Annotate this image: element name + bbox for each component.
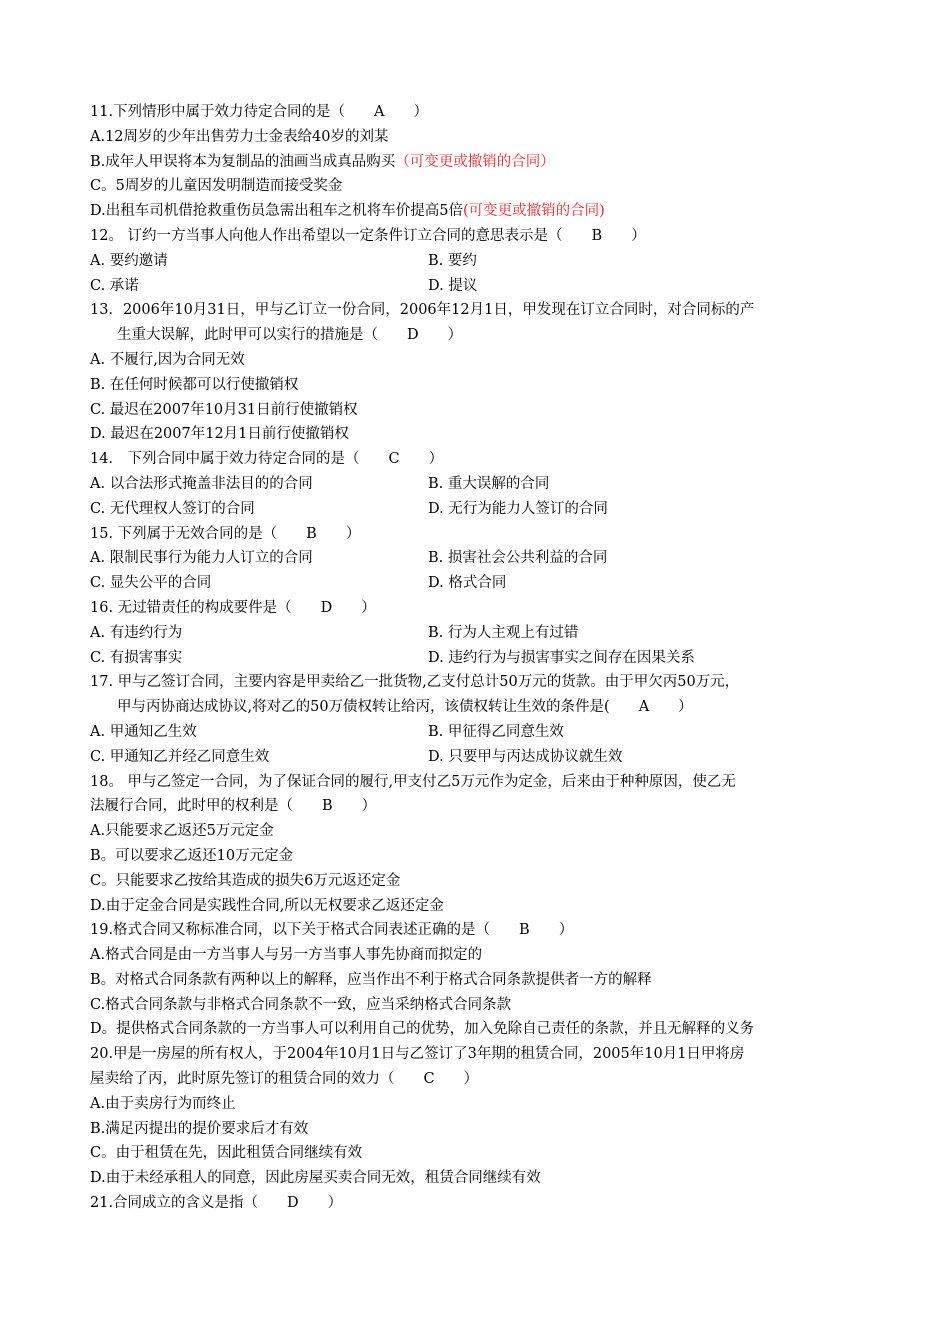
question-15-option-c: C. 显失公平的合同 (90, 575, 212, 592)
question-18-option-a: A.只能要求乙返还5万元定金 (90, 823, 274, 840)
question-13-option-b: B. 在任何时候都可以行使撤销权 (90, 376, 299, 393)
question-16-option-c: C. 有损害事实 (90, 649, 183, 666)
question-11-option-c: C。5周岁的儿童因发明制造而接受奖金 (90, 178, 343, 195)
document-page (90, 100, 870, 1216)
question-15-option-a: A. 限制民事行为能力人订立的合同 (90, 550, 313, 567)
question-12-row-1 (90, 249, 870, 274)
question-17-row-1 (90, 720, 870, 745)
question-16-option-b: B. 行为人主观上有过错 (428, 624, 579, 641)
question-14-option-c: C. 无代理权人签订的合同 (90, 500, 255, 517)
question-19-option-b: B。对格式合同条款有两种以上的解释，应当作出不利于格式合同条款提供者一方的解释 (90, 971, 652, 988)
question-14-row-2 (90, 497, 870, 522)
question-16-option-a: A. 有违约行为 (90, 624, 183, 641)
question-12-option-b: B. 要约 (428, 252, 477, 269)
question-14-option-b: B. 重大误解的合同 (428, 475, 550, 492)
question-20-option-d: D.由于未经承租人的同意，因此房屋买卖合同无效，租赁合同继续有效 (90, 1170, 541, 1187)
question-17-stem-line-1: 17. 甲与乙签订合同，主要内容是甲卖给乙一批货物,乙支付总计50万元的货款。由于甲欠丙50万元， (90, 674, 740, 691)
question-19-option-c: C.格式合同条款与非格式合同条款不一致，应当采纳格式合同条款 (90, 996, 512, 1013)
question-11-stem: 11.下列情形中属于效力待定合同的是（ A ） (90, 104, 429, 120)
question-13-option-a: A. 不履行,因为合同无效 (90, 351, 245, 368)
question-11-option-d-text: D.出租车司机借抢救重伤员急需出租车之机将车价提高5倍 (90, 203, 463, 220)
question-11-option-b-note: （可变更或撤销的合同） (395, 153, 555, 170)
question-12-option-d: D. 提议 (428, 277, 478, 294)
question-11-option-b-text: B.成年人甲误将本为复制品的油画当成真品购买 (90, 153, 396, 170)
question-16-row-1 (90, 621, 870, 646)
question-15-stem: 15. 下列属于无效合同的是（ B ） (90, 525, 361, 542)
question-12-option-a: A. 要约邀请 (90, 252, 168, 269)
question-15-row-2 (90, 571, 870, 596)
question-15-row-1 (90, 546, 870, 571)
question-11-option-d-note: (可变更或撤销的合同) (462, 203, 605, 220)
question-17-row-2 (90, 745, 870, 770)
question-20-option-c: C。由于租赁在先，因此租赁合同继续有效 (90, 1145, 363, 1162)
question-19-option-a: A.格式合同是由一方当事人与另一方当事人事先协商而拟定的 (90, 947, 483, 964)
question-17-option-c: C. 甲通知乙并经乙同意生效 (90, 748, 270, 765)
question-14-option-d: D. 无行为能力人签订的合同 (428, 500, 608, 517)
question-16-option-d: D. 违约行为与损害事实之间存在因果关系 (428, 649, 695, 666)
question-20-stem-line-2: 屋卖给了丙，此时原先签订的租赁合同的效力（ C ） (90, 1071, 479, 1088)
question-16-row-2 (90, 646, 870, 671)
question-14-row-1 (90, 472, 870, 497)
question-20-stem-line-1: 20.甲是一房屋的所有权人，于2004年10月1日与乙签订了3年期的租赁合同，2005年10月1日甲将房 (90, 1046, 745, 1063)
question-20-option-b: B.满足丙提出的提价要求后才有效 (90, 1120, 309, 1137)
question-13-stem-line-1: 13．2006年10月31日，甲与乙订立一份合同，2006年12月1日，甲发现在订立合同时，对合同标的产 (90, 302, 755, 319)
question-18-stem-line-2: 法履行合同，此时甲的权利是（ B ） (90, 798, 377, 815)
question-13-option-d: D. 最迟在2007年12月1日前行使撤销权 (90, 426, 349, 443)
question-14-option-a: A. 以合法形式掩盖非法目的的合同 (90, 475, 313, 492)
question-13-option-c: C. 最迟在2007年10月31日前行使撤销权 (90, 401, 358, 418)
question-15-option-d: D. 格式合同 (428, 575, 507, 592)
question-11-option-a: A.12周岁的少年出售劳力士金表给40岁的刘某 (90, 128, 389, 145)
question-18-option-b: B。可以要求乙返还10万元定金 (90, 847, 294, 864)
question-12-row-2 (90, 274, 870, 299)
question-21-stem: 21.合同成立的含义是指（ D ） (90, 1195, 343, 1212)
question-15-option-b: B. 损害社会公共利益的合同 (428, 550, 608, 567)
question-17-option-b: B. 甲征得乙同意生效 (428, 723, 564, 740)
question-18-option-c: C。只能要求乙按给其造成的损失6万元返还定金 (90, 872, 401, 889)
question-17-option-d: D. 只要甲与丙达成协议就生效 (428, 748, 623, 765)
question-19-stem: 19.格式合同又称标准合同，以下关于格式合同表述正确的是（ B ） (90, 922, 574, 939)
question-19-option-d: D。提供格式合同条款的一方当事人可以利用自己的优势，加入免除自己责任的条款，并且无解释的义务 (90, 1021, 755, 1038)
question-17-stem-line-2: 甲与丙协商达成协议,将对乙的50万债权转让给丙，该债权转让生效的条件是( A ） (117, 699, 693, 716)
question-14-stem: 14． 下列合同中属于效力待定合同的是（ C ） (90, 451, 444, 468)
question-12-option-c: C. 承诺 (90, 277, 139, 294)
question-11-option-b (90, 150, 870, 175)
question-16-stem: 16. 无过错责任的构成要件是（ D ） (90, 599, 376, 616)
question-18-option-d: D.由于定金合同是实践性合同,所以无权要求乙返还定金 (90, 897, 444, 914)
question-11-option-d (90, 199, 870, 224)
question-18-stem-line-1: 18。 甲与乙签定一合同，为了保证合同的履行,甲支付乙5万元作为定金，后来由于种种原因，使乙无 (90, 773, 736, 790)
question-20-option-a: A.由于卖房行为而终止 (90, 1095, 236, 1112)
question-13-stem-line-2: 生重大误解，此时甲可以实行的措施是（ D ） (117, 327, 463, 344)
question-12-stem: 12。 订约一方当事人向他人作出希望以一定条件订立合同的意思表示是（ B ） (90, 227, 646, 244)
question-17-option-a: A. 甲通知乙生效 (90, 723, 197, 740)
